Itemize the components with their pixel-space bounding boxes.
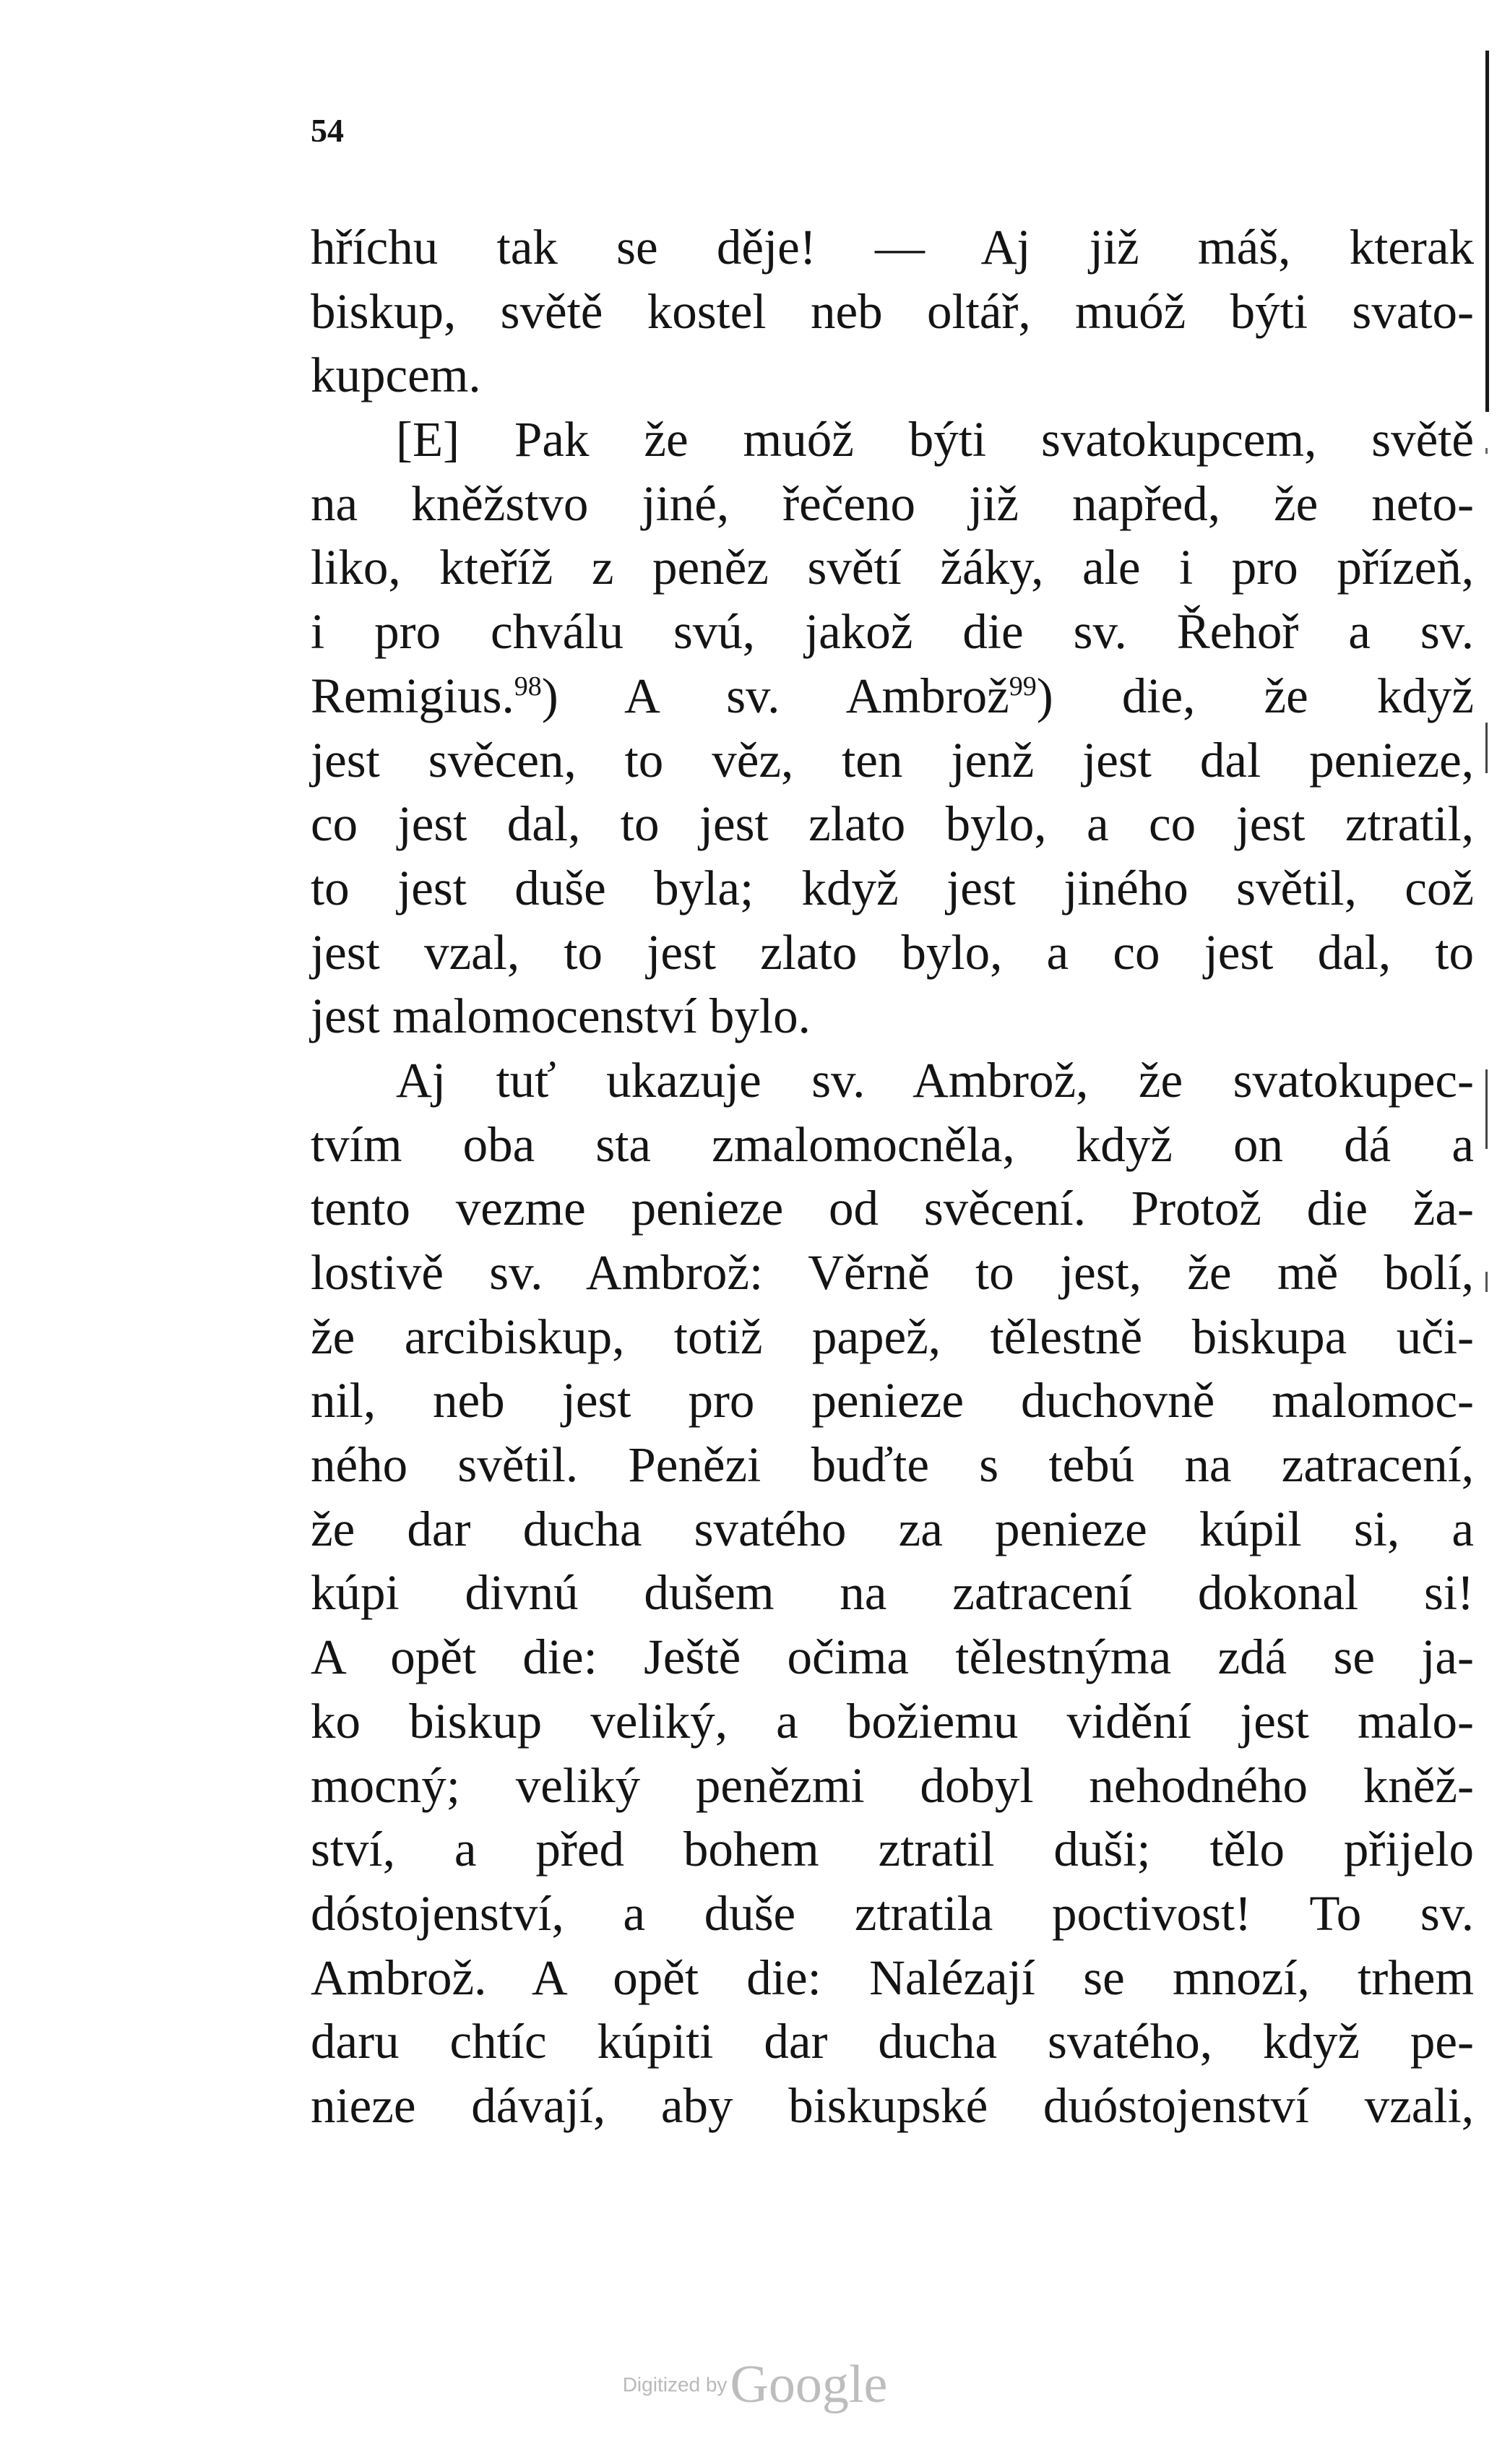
scan-edge-line xyxy=(1485,1069,1488,1149)
scan-edge-line xyxy=(1485,51,1489,412)
text-line-14: Aj tuť ukazuje sv. Ambrož, že svatokupec- xyxy=(396,1052,1474,1108)
text-line-11: to jest duše byla; když jest jiného světil, což xyxy=(311,860,1474,916)
text-segment: Remigius. xyxy=(311,668,514,723)
text-line-24: ko biskup veliký, a božiemu vidění jest malo- xyxy=(311,1693,1474,1749)
text-line-7: i pro chválu svú, jakož die sv. Řehoř a sv. xyxy=(311,604,1474,660)
scan-edge-line xyxy=(1485,723,1488,773)
text-line-27: dóstojenství, a duše ztratila poctivost! To sv. xyxy=(311,1885,1474,1941)
text-line-2: biskup, světě kostel neb oltář, muóž býti svato- xyxy=(311,283,1474,339)
text-line-20: ného světil. Penězi buďte s tebú na zatracení, xyxy=(311,1437,1474,1493)
text-line-26: ství, a před bohem ztratil duši; tělo přijelo xyxy=(311,1822,1474,1877)
text-line-3: kupcem. xyxy=(311,348,481,403)
text-segment: ) A sv. Ambrož xyxy=(541,668,1009,723)
text-segment: ) die, že když xyxy=(1036,668,1474,723)
text-line-15: tvím oba sta zmalomocněla, když on dá a xyxy=(311,1116,1474,1172)
text-line-22: kúpi divnú dušem na zatracení dokonal si! xyxy=(311,1565,1474,1621)
text-line-28: Ambrož. A opět die: Nalézají se mnozí, trhem xyxy=(311,1950,1474,2005)
scan-edge-line xyxy=(1485,448,1488,454)
text-line-4: [E] Pak že muóž býti svatokupcem, světě xyxy=(396,412,1474,468)
footnote-ref-98: 98 xyxy=(514,671,542,702)
text-line-17: lostivě sv. Ambrož: Věrně to jest, že mě bolí, xyxy=(311,1245,1474,1300)
text-line-21: že dar ducha svatého za penieze kúpil si, a xyxy=(311,1501,1474,1556)
text-line-30: nieze dávají, aby biskupské duóstojenství vzali, xyxy=(311,2077,1474,2133)
body-text xyxy=(311,215,1474,2138)
text-line-9: jest svěcen, to věz, ten jenž jest dal penieze, xyxy=(311,732,1474,788)
text-line-13: jest malomocenství bylo. xyxy=(311,988,811,1044)
text-line-12: jest vzal, to jest zlato bylo, a co jest dal, to xyxy=(311,924,1474,980)
text-line-10: co jest dal, to jest zlato bylo, a co jest ztratil, xyxy=(311,796,1474,852)
text-line-18: že arcibiskup, totiž papež, tělestně biskupa uči- xyxy=(311,1309,1474,1364)
text-line-16: tento vezme penieze od svěcení. Protož die ža- xyxy=(311,1181,1474,1236)
text-line-23: A opět die: Ještě očima tělestnýma zdá se ja- xyxy=(311,1629,1474,1685)
scan-edge-line xyxy=(1485,1272,1488,1292)
google-logo: Google xyxy=(730,2355,888,2414)
text-line-1: hříchu tak se děje! — Aj již máš, kterak xyxy=(311,220,1474,275)
text-line-8 xyxy=(311,664,1474,728)
digitized-watermark xyxy=(0,2354,1510,2416)
footnote-ref-99: 99 xyxy=(1009,671,1037,702)
text-line-5: na kněžstvo jiné, řečeno již napřed, že neto- xyxy=(311,475,1474,531)
text-line-19: nil, neb jest pro penieze duchovně malomoc- xyxy=(311,1373,1474,1429)
text-line-25: mocný; veliký penězmi dobyl nehodného kněž- xyxy=(311,1757,1474,1813)
text-line-29: daru chtíc kúpiti dar ducha svatého, když pe- xyxy=(311,2014,1474,2069)
page-number: 54 xyxy=(311,112,344,149)
text-line-6: liko, kteříž z peněz světí žáky, ale i pro přízeň, xyxy=(311,540,1474,595)
watermark-prefix: Digitized by xyxy=(622,2373,728,2396)
